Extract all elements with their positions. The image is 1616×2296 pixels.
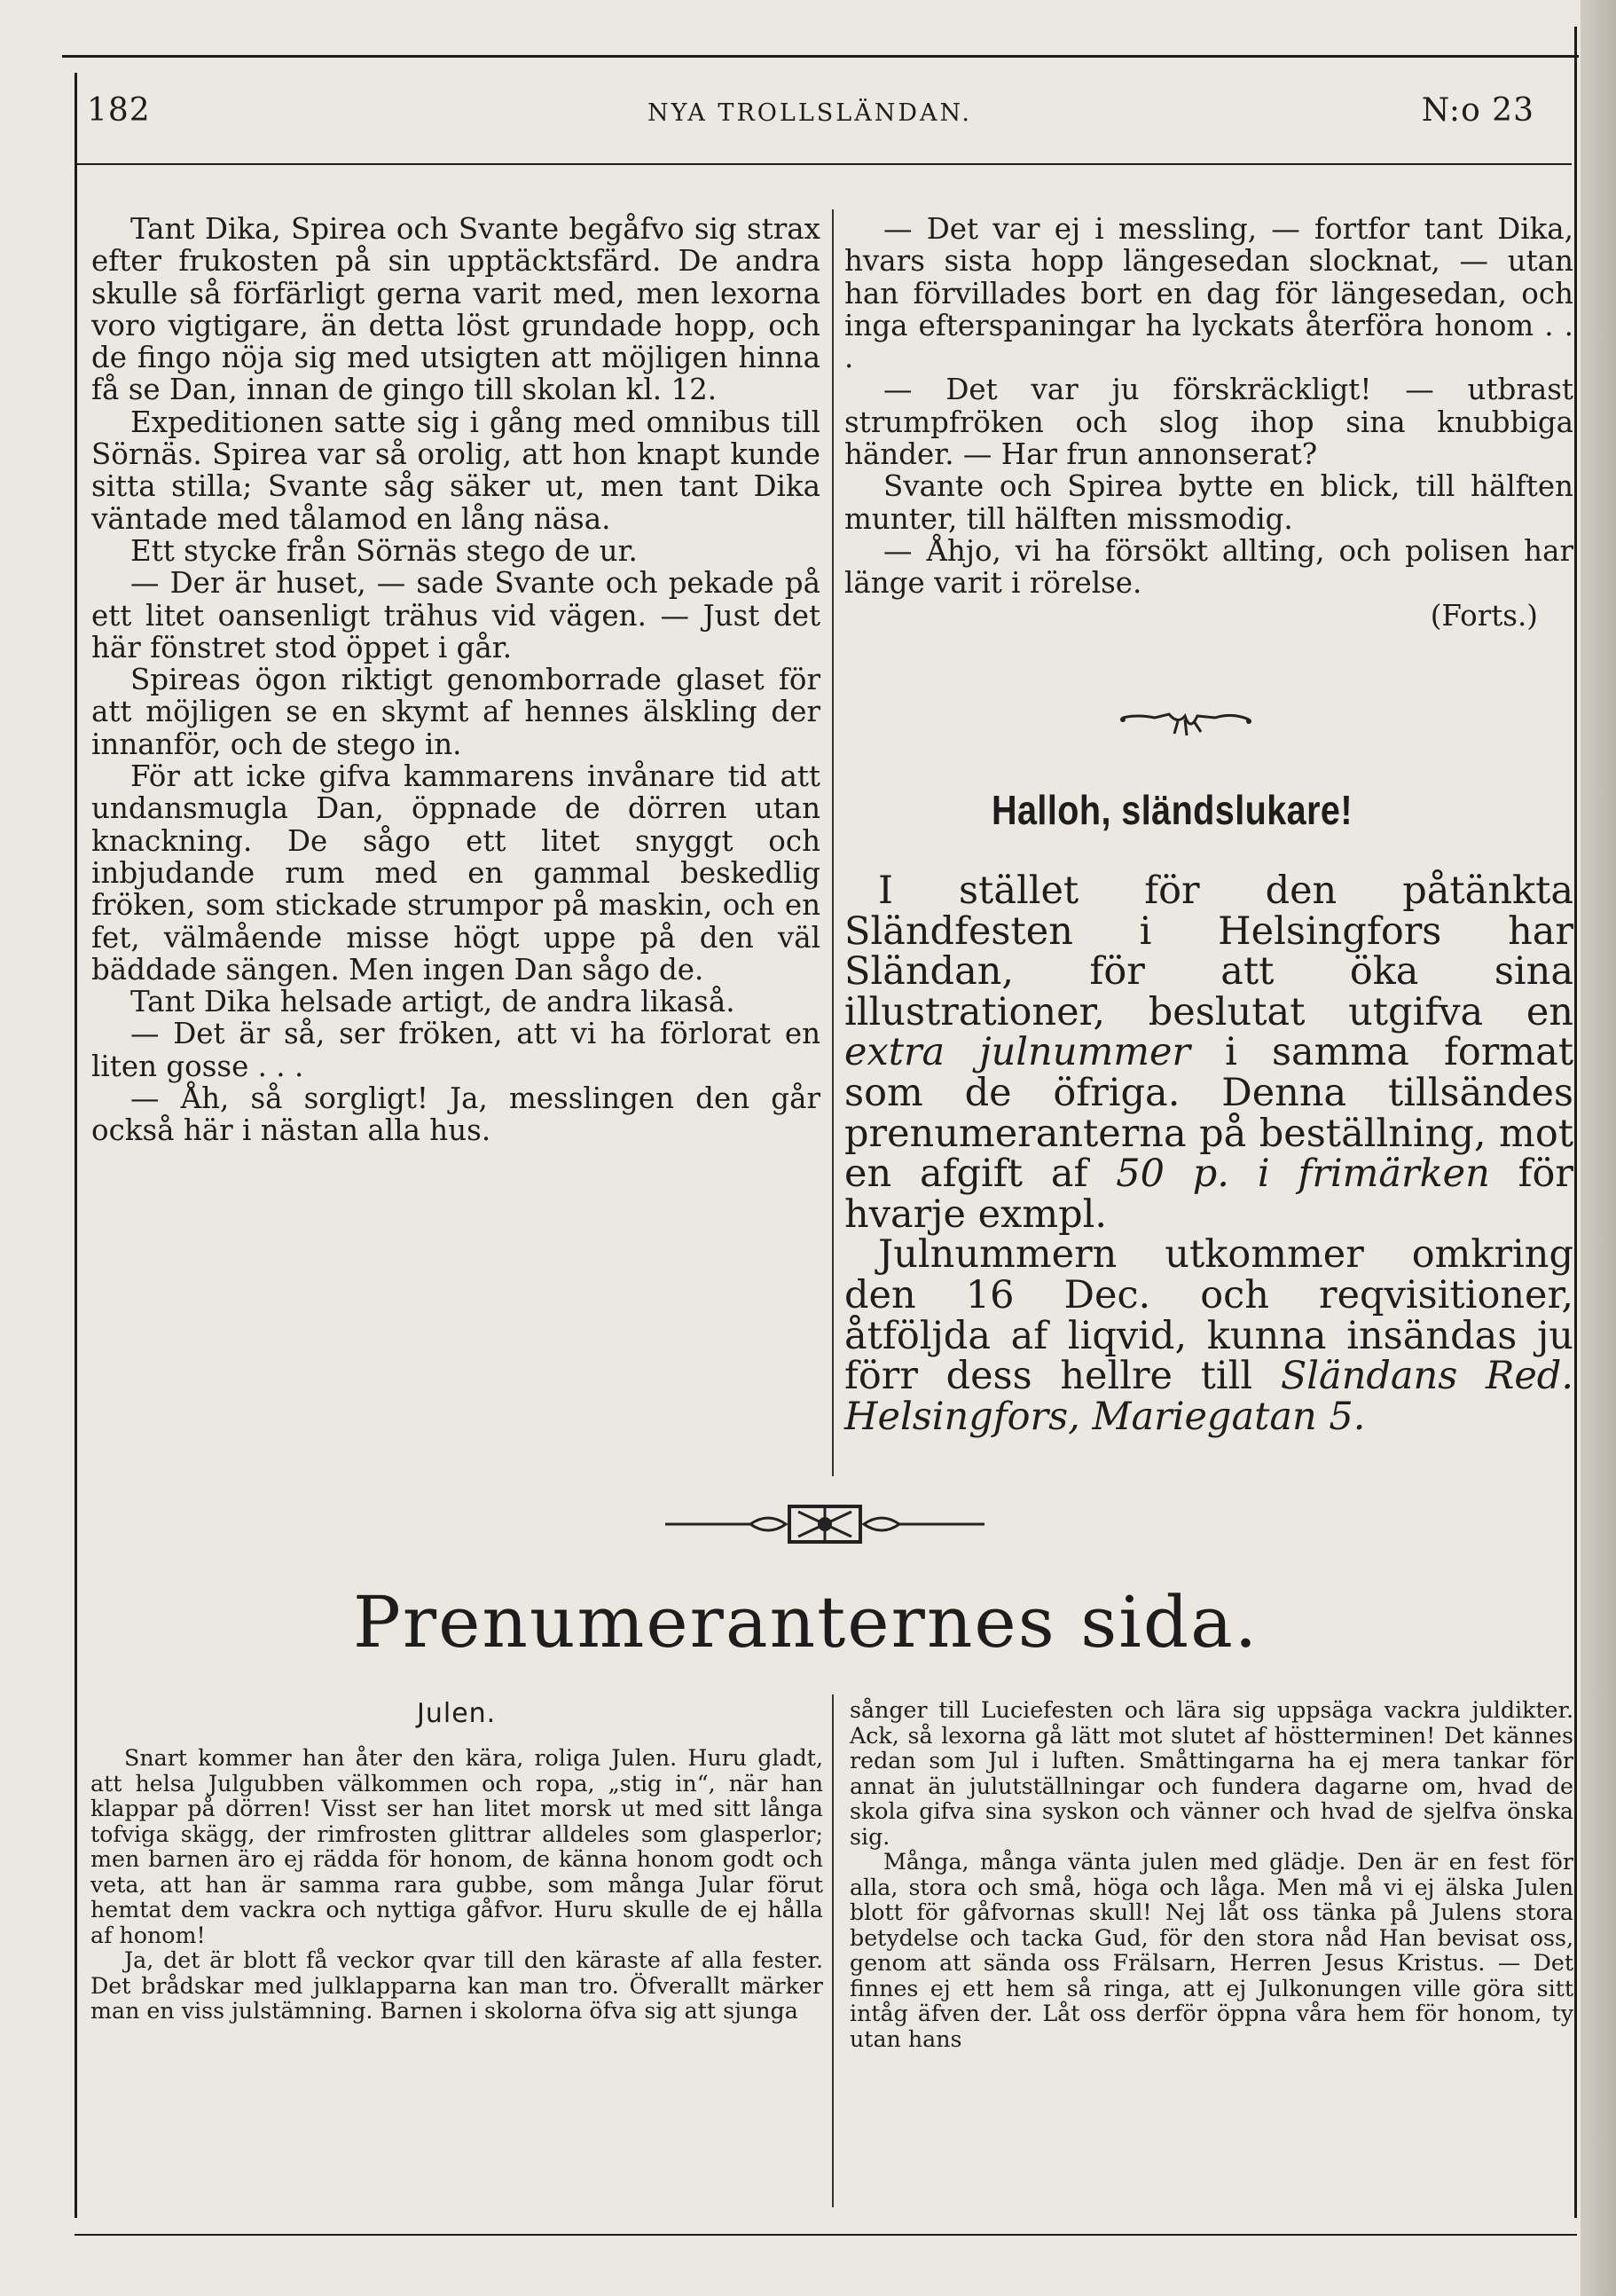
ad-paragraph-2 — [844, 1232, 1573, 1439]
reader-right-column — [850, 1698, 1573, 2052]
story-paragraph: — Åh, så sorgligt! Ja, messlingen den går också här i nästan alla hus. — [91, 1081, 820, 1148]
reader-paragraph: Ja, det är blott få veckor qvar till den käraste af alla fester. Det brådskar med julklapparna kan man tro. Öfverallt märker man en viss julstämning. Barnen i skolorna öfva sig att sjunga — [90, 1947, 823, 2024]
story-paragraph: Svante och Spirea bytte en blick, till hälften munter, till hälften missmodig. — [844, 469, 1573, 536]
issue-number: N:o 23 — [1421, 92, 1534, 129]
story-paragraph: — Det var ju förskräckligt! — utbrast strumpfröken och slog ihop sina knubbiga händer. — Har frun annonserat? — [844, 373, 1573, 472]
section-title: Prenumeranternes sida. — [353, 1581, 1259, 1663]
reader-paragraph: sånger till Luciefesten och lära sig uppsäga vackra juldikter. Ack, så lexorna gå lätt mot slutet af höstterminen! Det kännes redan som Jul i luften. Småttingarna ha ej mera tankar för annat än julutställningar och fundera dagarne om, hvad de skola gifva sina syskon och vänner och hvad de sjelfva önska sig. — [850, 1697, 1573, 1850]
ad-text-block — [844, 871, 1573, 1437]
ad-price-text: 50 p. i frimärken — [1116, 1152, 1490, 1197]
story-paragraph: Expeditionen satte sig i gång med omnibus till Sörnäs. Spirea var så orolig, att hon knapt kunde sitta stilla; Svante såg säker ut, men tant Dika väntade med tålamod en lång näsa. — [91, 405, 820, 536]
poem-title: Julen. — [417, 1698, 497, 1729]
ad-address-text: Sländans Red. Helsingfors, Mariegatan 5. — [844, 1354, 1573, 1439]
story-paragraph: — Der är huset, — sade Svante och pekade på ett litet oansenligt trähus vid vägen. — Just det här fönstret stod öppet i går. — [91, 566, 820, 664]
ad-text: I stället för den påtänkta Sländfesten i Helsingfors har Sländan, för att öka sina illustrationer, beslutat utgifva en — [844, 869, 1573, 1034]
small-ornament-icon — [1119, 705, 1252, 741]
ad-italic-text: extra julnummer — [844, 1030, 1190, 1075]
reader-paragraph: Snart kommer han åter den kära, roliga Julen. Huru gladt, att helsa Julgubben välkommen och ropa, „stig in“, när han klappar på dörren! Visst ser han litet morsk ut med sitt långa tofviga skägg, der rimfrosten glittrar alldeles som glasperlor; men barnen äro ej rädda för honom, de känna honom godt och veta, att han är samma rara gubbe, som många Jular förut hemtat dem vackra och nyttiga gåfvor. Huru skulle de ej hålla af honom! — [90, 1745, 823, 1948]
column-divider-upper — [832, 209, 834, 1476]
story-paragraph: — Åhjo, vi ha försökt allting, och polisen har länge varit i rörelse. — [844, 533, 1573, 601]
top-rule — [62, 55, 1579, 58]
magazine-title: NYA TROLLSLÄNDAN. — [647, 99, 972, 127]
story-paragraph: — Det är så, ser fröken, att vi ha förlorat en liten gosse . . . — [91, 1017, 820, 1083]
story-paragraph: Tant Dika, Spirea och Svante begåfvo sig strax efter frukosten på sin upptäcktsfärd. De andra skulle så förfärligt gerna varit med, men lexorna voro vigtigare, än detta löst grundade hopp, och de fingo nöja sig med utsigten att möjligen hinna få se Dan, innan de gingo till skolan kl. 12. — [91, 212, 820, 407]
story-left-column — [91, 213, 820, 1147]
ad-text: i samma format som de öfriga. Denna tillsändes prenumeranterna på beställning, mot en afgift af — [844, 1030, 1573, 1197]
ad-paragraph-1 — [844, 871, 1573, 1235]
reader-paragraph: Många, många vänta julen med glädje. Den är en fest för alla, stora och små, höga och låga. Men må vi ej älska Julen blott för gåfvornas skull! Nej låt oss tänka på Julens stora betydelse och tacka Gud, för den stora nåd Han bevisat oss, genom att sända oss Frälsarn, Herren Jesus Kristus. — Det finnes ej ett hem så ringa, att ej Julkonungen ville göra sitt intåg äfven der. Låt oss derför öppna våra hem för honom, ty utan hans — [850, 1849, 1573, 2052]
section-ornament-icon — [665, 1499, 985, 1549]
ad-headline: Halloh, sländslukare! — [992, 787, 1353, 833]
page-edge-shadow — [1581, 0, 1616, 2296]
story-right-column — [844, 213, 1573, 632]
story-paragraph: — Det var ej i messling, — fortfor tant Dika, hvars sista hopp längesedan slocknat, — utan han förvillades bort en dag för längesedan, och inga efterspaningar ha lyckats återföra honom . . . — [844, 212, 1573, 375]
story-paragraph: Tant Dika helsade artigt, de andra likaså. — [130, 985, 735, 1019]
page-number: 182 — [87, 92, 151, 129]
story-paragraph: Spireas ögon riktigt genomborrade glaset för att möjligen se en skymt af hennes älskling der innanför, och de stego in. — [91, 663, 820, 761]
bottom-rule — [75, 2234, 1577, 2236]
story-paragraph: Ett stycke från Sörnäs stego de ur. — [130, 533, 638, 568]
ad-text: Julnummern utkommer omkring den 16 Dec. och reqvisitioner, åtföljda af liqvid, kunna insändas ju förr dess hellre till — [844, 1232, 1573, 1399]
ad-text: för hvarje exmpl. — [844, 1152, 1573, 1237]
right-rule — [1574, 27, 1577, 2218]
column-divider-lower — [832, 1694, 834, 2207]
continued-note: (Forts.) — [1430, 598, 1538, 633]
header-rule — [76, 163, 1572, 165]
story-paragraph: För att icke gifva kammarens invånare tid att undansmugla Dan, öppnade de dörren utan knackning. De sågo ett litet snyggt och inbjudande rum med en gammal beskedlig fröken, som stickade strumpor på maskin, och en fet, välmående misse högt uppe på den väl bäddade sängen. Men ingen Dan sågo de. — [91, 759, 820, 987]
left-rule — [75, 73, 77, 2218]
reader-left-column — [90, 1746, 823, 2025]
